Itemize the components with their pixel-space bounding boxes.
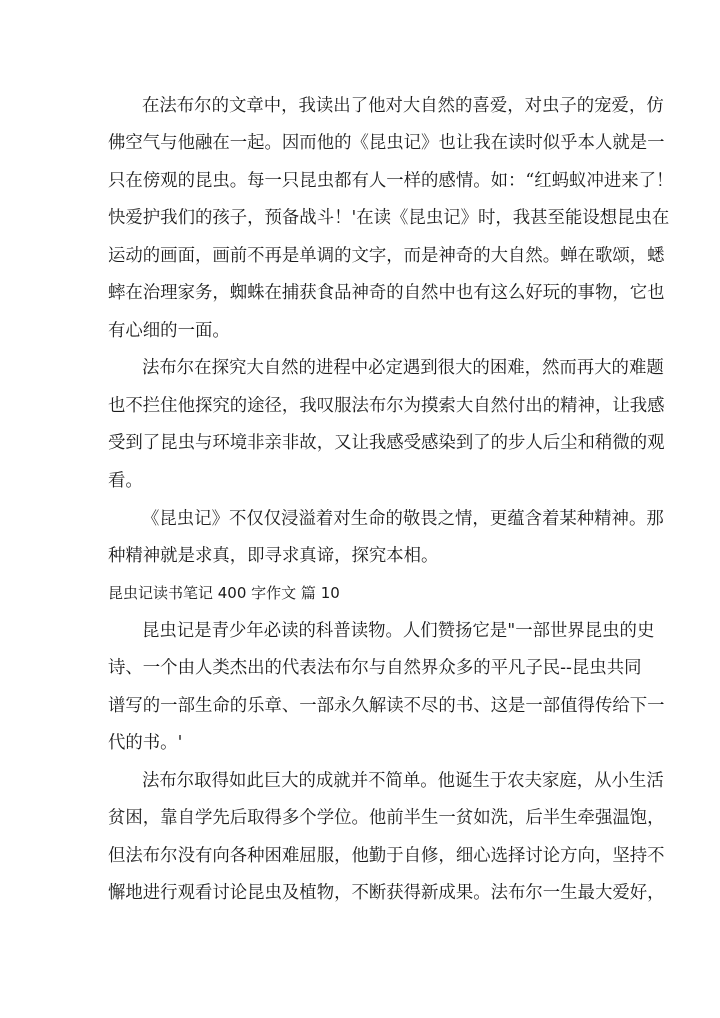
text-line: 蟀在治理家务，蜘蛛在捕获食品神奇的自然中也有这么好玩的事物，它也 [108, 283, 665, 303]
text-line: 《昆虫记》不仅仅浸溢着对生命的敬畏之情，更蕴含着某种精神。那 [142, 509, 664, 529]
text-line: 有心细的一面。 [108, 321, 230, 341]
text-line: 诗、一个由人类杰出的代表法布尔与自然界众多的平凡子民--昆虫共同 [108, 658, 642, 678]
text-line: 受到了昆虫与环境非亲非故，又让我感受感染到了的步人后尘和稍微的观 [108, 433, 665, 453]
text-line: 代的书。' [108, 733, 183, 753]
text-line: 昆虫记是青少年必读的科普读物。人们赞扬它是"一部世界昆虫的史 [142, 621, 655, 641]
text-line: 法布尔在探究大自然的进程中必定遇到很大的困难，然而再大的难题 [142, 358, 664, 378]
text-line: 贫困，靠自学先后取得多个学位。他前半生一贫如洗，后半生牵强温饱， [108, 808, 665, 828]
section-heading: 昆虫记读书笔记 400 字作文 篇 10 [108, 584, 340, 602]
text-line: 佛空气与他融在一起。因而他的《昆虫记》也让我在读时似乎本人就是一 [108, 133, 665, 153]
text-line: 看。 [108, 471, 143, 491]
text-line: 运动的画面，画前不再是单调的文字，而是神奇的大自然。蝉在歌颂，蟋 [108, 246, 665, 266]
text-line: 懈地进行观看讨论昆虫及植物，不断获得新成果。法布尔一生最大爱好， [108, 883, 665, 903]
text-line: 但法布尔没有向各种困难屈服，他勤于自修，细心选择讨论方向，坚持不 [108, 846, 665, 866]
text-line: 谱写的一部生命的乐章、一部永久解读不尽的书、这是一部值得传给下一 [108, 696, 665, 716]
text-line: 快爱护我们的孩子，预备战斗！'在读《昆虫记》时，我甚至能设想昆虫在 [108, 208, 670, 228]
text-line: 只在傍观的昆虫。每一只昆虫都有人一样的感情。如：“红蚂蚁冲进来了！ [108, 171, 674, 191]
text-line: 在法布尔的文章中，我读出了他对大自然的喜爱，对虫子的宠爱，仿 [142, 96, 664, 116]
text-line: 法布尔取得如此巨大的成就并不简单。他诞生于农夫家庭，从小生活 [142, 771, 664, 791]
text-line: 也不拦住他探究的途径，我叹服法布尔为摸索大自然付出的精神，让我感 [108, 396, 665, 416]
text-line: 种精神就是求真，即寻求真谛，探究本相。 [108, 546, 439, 566]
